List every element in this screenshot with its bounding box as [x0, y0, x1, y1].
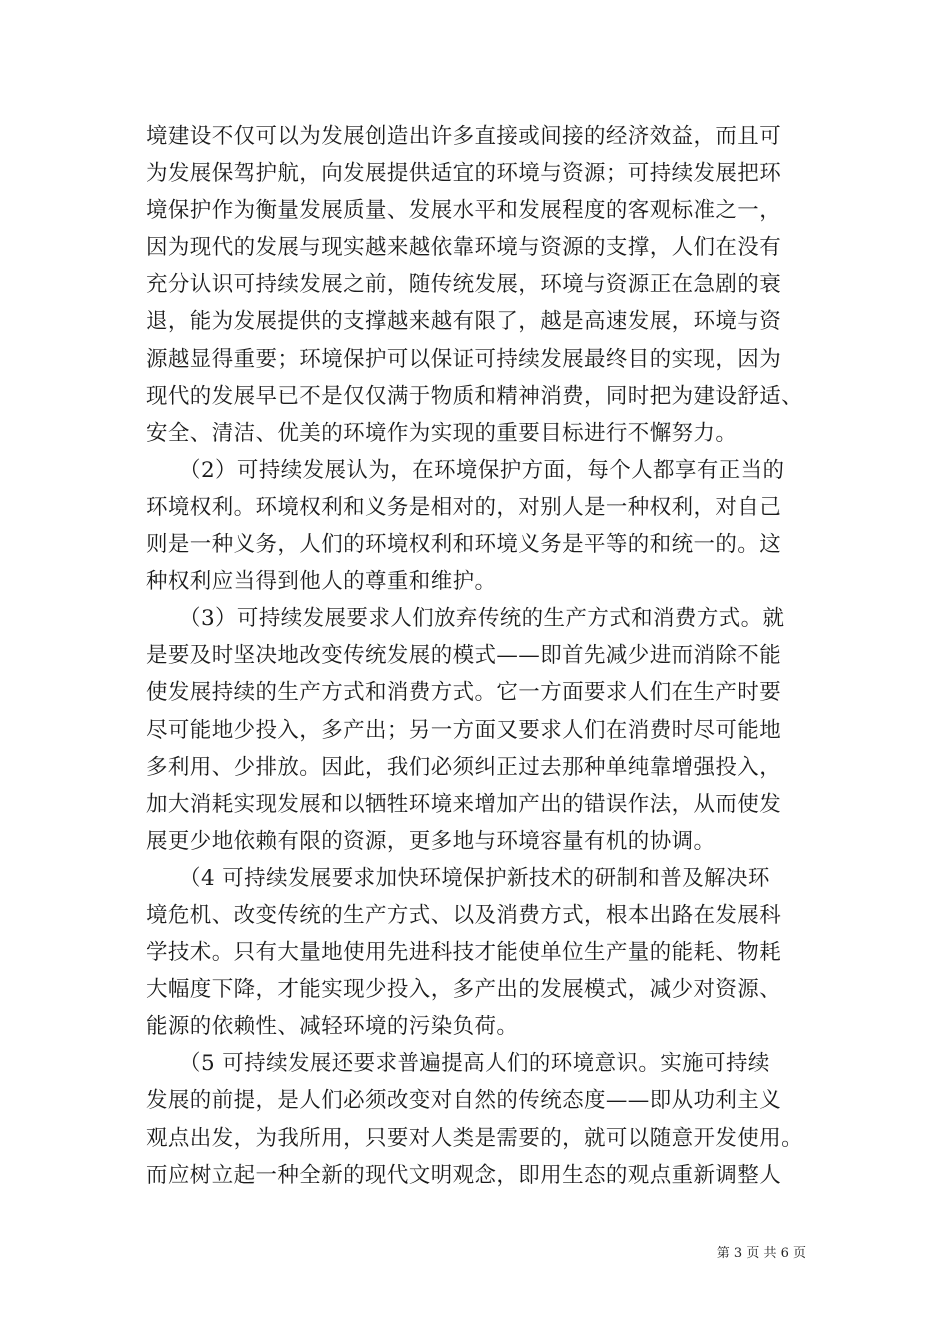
text-line: （5 可持续发展还要求普遍提高人们的环境意识。实施可持续 [146, 1051, 770, 1077]
text-line: （3）可持续发展要求人们放弃传统的生产方式和消费方式。就 [146, 606, 785, 632]
text-line: 现代的发展早已不是仅仅满于物质和精神消费，同时把为建设舒适、 [146, 383, 804, 409]
body-text [146, 118, 826, 1194]
text-line: 学技术。只有大量地使用先进科技才能使单位生产量的能耗、物耗 [146, 940, 782, 966]
text-line: 观点出发，为我所用，只要对人类是需要的，就可以随意开发使用。 [146, 1125, 804, 1151]
text-line: 为发展保驾护航，向发展提供适宜的环境与资源；可持续发展把环 [146, 161, 782, 187]
text-line: 境保护作为衡量发展质量、发展水平和发展程度的客观标准之一， [146, 198, 782, 224]
text-line: 是要及时坚决地改变传统发展的模式——即首先减少进而消除不能 [146, 643, 782, 669]
text-line: 充分认识可持续发展之前，随传统发展，环境与资源正在急剧的衰 [146, 272, 782, 298]
text-line: （2）可持续发展认为，在环境保护方面，每个人都享有正当的 [146, 457, 785, 483]
text-line: 境建设不仅可以为发展创造出许多直接或间接的经济效益，而且可 [146, 124, 782, 149]
text-line: 源越显得重要；环境保护可以保证可持续发展最终目的实现，因为 [146, 346, 782, 372]
page-number: 第 3 页 共 6 页 [716, 1246, 806, 1261]
text-line: 加大消耗实现发展和以牺牲环境来增加产出的错误作法，从而使发 [146, 791, 782, 817]
text-line: 而应树立起一种全新的现代文明观念，即用生态的观点重新调整人 [146, 1162, 782, 1188]
text-line: 环境权利。环境权利和义务是相对的，对别人是一种权利，对自己 [146, 494, 782, 520]
text-line: 大幅度下降，才能实现少投入，多产出的发展模式，减少对资源、 [146, 977, 782, 1003]
text-line: 发展的前提，是人们必须改变对自然的传统态度——即从功利主义 [146, 1088, 782, 1114]
text-line: 使发展持续的生产方式和消费方式。它一方面要求人们在生产时要 [146, 680, 782, 706]
text-line: （4 可持续发展要求加快环境保护新技术的研制和普及解决环 [146, 865, 770, 891]
text-line: 种权利应当得到他人的尊重和维护。 [146, 569, 497, 595]
text-line: 展更少地依赖有限的资源，更多地与环境容量有机的协调。 [146, 828, 716, 854]
text-line: 境危机、改变传统的生产方式、以及消费方式，根本出路在发展科 [146, 902, 782, 928]
text-line: 退，能为发展提供的支撑越来越有限了，越是高速发展，环境与资 [146, 309, 782, 335]
text-line: 因为现代的发展与现实越来越依靠环境与资源的支撑，人们在没有 [146, 235, 782, 261]
text-line: 安全、清洁、优美的环境作为实现的重要目标进行不懈努力。 [146, 420, 738, 446]
text-line: 多利用、少排放。因此，我们必须纠正过去那种单纯靠增强投入， [146, 754, 782, 780]
text-line: 能源的依赖性、减轻环境的污染负荷。 [146, 1014, 519, 1040]
text-line: 则是一种义务，人们的环境权利和环境义务是平等的和统一的。这 [146, 532, 782, 558]
text-line: 尽可能地少投入，多产出；另一方面又要求人们在消费时尽可能地 [146, 717, 782, 743]
